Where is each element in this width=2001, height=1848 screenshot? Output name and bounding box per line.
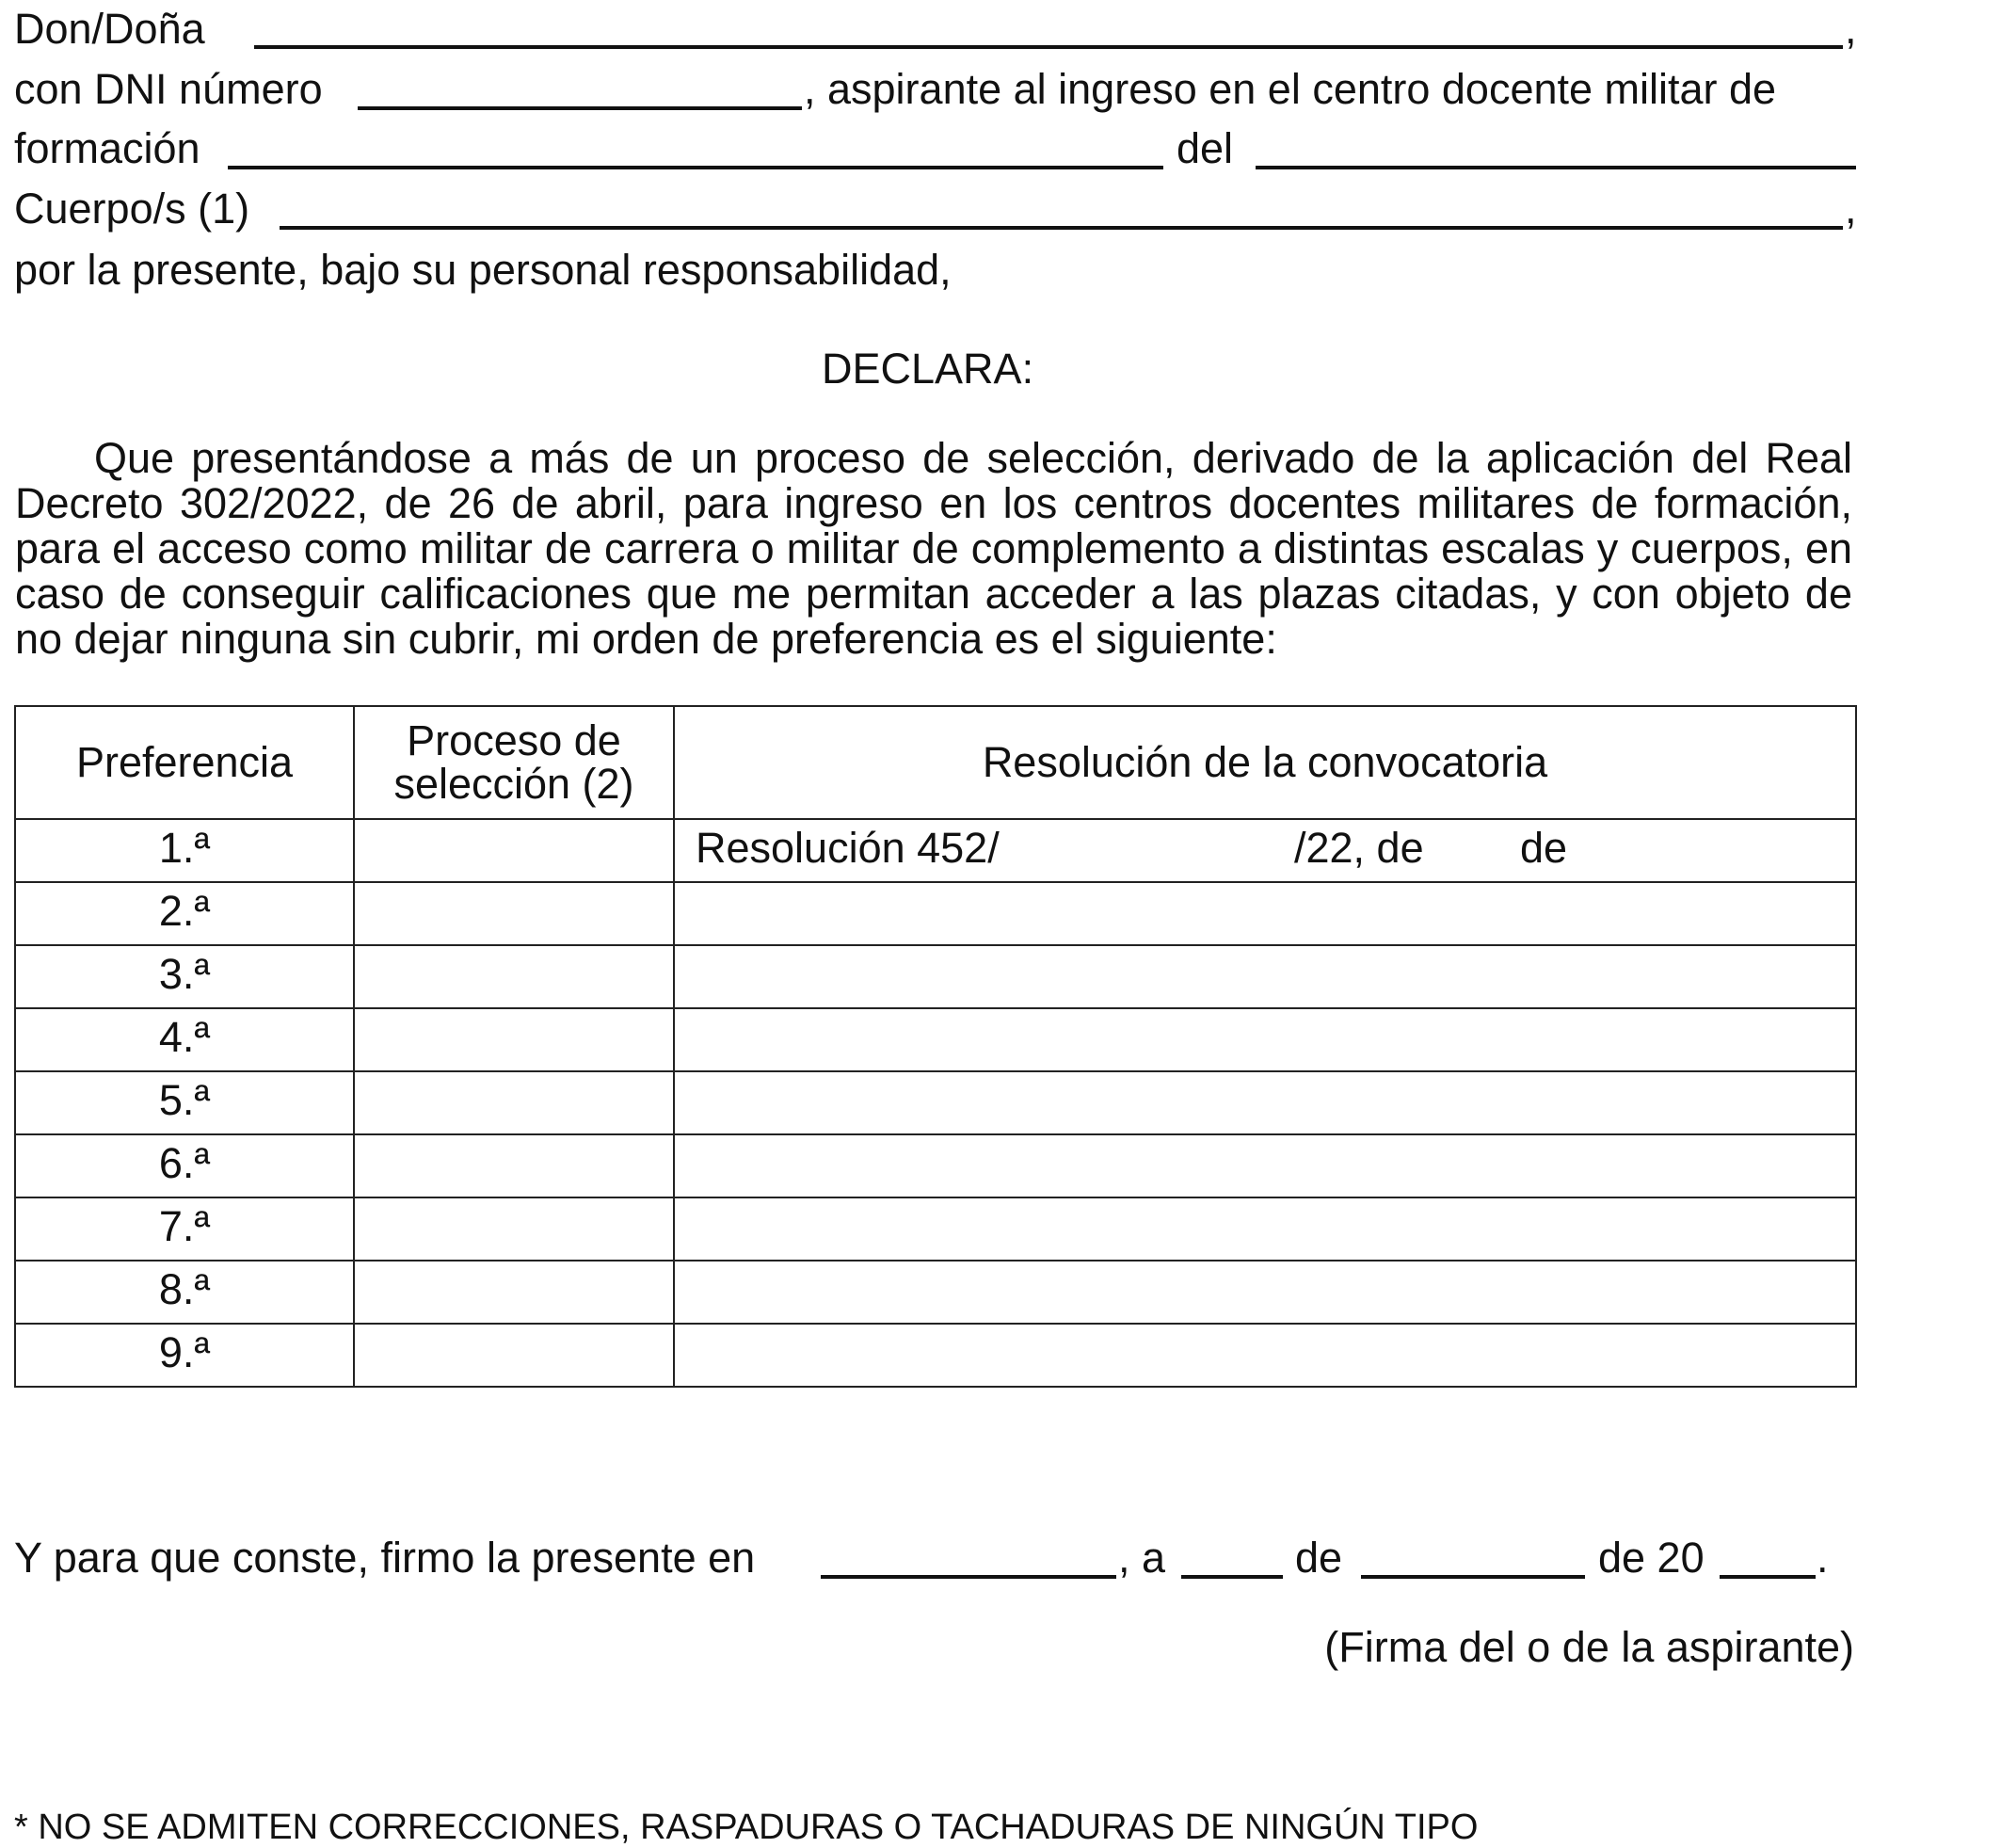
pref-number: 6.ª: [15, 1134, 354, 1197]
declara-heading: DECLARA:: [822, 345, 1034, 393]
signature-label: (Firma del o de la aspirante): [1324, 1623, 1854, 1671]
table-row: [15, 1134, 1856, 1197]
pref-number: 4.ª: [15, 1008, 354, 1071]
proceso-cell[interactable]: [354, 945, 674, 1008]
proceso-cell[interactable]: [354, 882, 674, 945]
proceso-cell[interactable]: [354, 1134, 674, 1197]
proceso-cell[interactable]: [354, 1261, 674, 1324]
formacion-label: formación: [14, 124, 200, 172]
aspirante-text: , aspirante al ingreso en el centro docente militar de: [804, 65, 1777, 113]
proceso-cell[interactable]: [354, 819, 674, 882]
name-field[interactable]: [254, 45, 1843, 49]
proceso-cell[interactable]: [354, 1324, 674, 1387]
header-resolucion: Resolución de la convocatoria: [674, 706, 1856, 819]
resolucion-cell[interactable]: [674, 1197, 1856, 1261]
table-row: [15, 882, 1856, 945]
header-preferencia: Preferencia: [15, 706, 354, 819]
dni-field[interactable]: [358, 106, 802, 110]
name-comma: ,: [1845, 5, 1857, 53]
resolucion-year: /22, de: [1294, 824, 1424, 872]
proceso-cell[interactable]: [354, 1197, 674, 1261]
resolucion-cell[interactable]: [674, 819, 1856, 882]
dni-label: con DNI número: [14, 65, 323, 113]
cuerpos-label: Cuerpo/s (1): [14, 185, 250, 233]
resolucion-cell[interactable]: [674, 1071, 1856, 1134]
mes-field[interactable]: [1361, 1575, 1585, 1579]
presente-text: por la presente, bajo su personal responsabilidad,: [14, 246, 952, 294]
a-text: , a: [1118, 1534, 1166, 1582]
dia-field[interactable]: [1181, 1575, 1283, 1579]
resolucion-month: de: [1520, 824, 1568, 872]
resolucion-cell[interactable]: [674, 945, 1856, 1008]
ejercito-field[interactable]: [1256, 166, 1856, 169]
table-row: [15, 819, 1856, 882]
pref-number: 7.ª: [15, 1197, 354, 1261]
de-text: de: [1295, 1534, 1343, 1582]
table-row: [15, 1008, 1856, 1071]
table-row: [15, 1197, 1856, 1261]
donna-label: Don/Doña: [14, 5, 205, 53]
pref-number: 9.ª: [15, 1324, 354, 1387]
table-row: [15, 1261, 1856, 1324]
pref-number: 3.ª: [15, 945, 354, 1008]
resolucion-prefix: Resolución 452/: [696, 824, 1000, 872]
del-label: del: [1177, 124, 1234, 172]
proceso-cell[interactable]: [354, 1071, 674, 1134]
resolucion-cell[interactable]: [674, 1324, 1856, 1387]
header-proceso-text: Proceso de selección (2): [393, 716, 634, 808]
table-row: [15, 1071, 1856, 1134]
cuerpos-comma: ,: [1845, 185, 1857, 233]
lugar-field[interactable]: [821, 1575, 1116, 1579]
footnote: * NO SE ADMITEN CORRECCIONES, RASPADURAS O TACHADURAS DE NINGÚN TIPO: [14, 1808, 1479, 1847]
pref-number: 8.ª: [15, 1261, 354, 1324]
centro-field[interactable]: [228, 166, 1163, 169]
resolucion-cell[interactable]: [674, 1261, 1856, 1324]
pref-number: 2.ª: [15, 882, 354, 945]
anio-field[interactable]: [1720, 1575, 1816, 1579]
resolucion-cell[interactable]: [674, 882, 1856, 945]
pref-number: 1.ª: [15, 819, 354, 882]
resolucion-cell[interactable]: [674, 1134, 1856, 1197]
cuerpos-field[interactable]: [280, 226, 1843, 230]
pref-number: 5.ª: [15, 1071, 354, 1134]
preference-table: [14, 705, 1857, 1388]
table-row: [15, 945, 1856, 1008]
proceso-cell[interactable]: [354, 1008, 674, 1071]
header-proceso: [354, 706, 674, 819]
table-row: [15, 1324, 1856, 1387]
declaration-paragraph: Que presentándose a más de un proceso de selección, derivado de la aplicación del Real Decreto 302/2022, de 26 de abril, para ingreso en los centros docentes militares de formación, para el acceso como militar de carrera o militar de complemento a distintas escalas y cuerpos, en caso de conseguir calificaciones que me permitan acceder a las plazas citadas, y con objeto de no dejar ninguna sin cubrir, mi orden de preferencia es el siguiente:: [15, 434, 1852, 663]
table-header-row: [15, 706, 1856, 819]
resolucion-cell[interactable]: [674, 1008, 1856, 1071]
de20-text: de 20: [1598, 1534, 1705, 1582]
conste-text: Y para que conste, firmo la presente en: [14, 1534, 756, 1582]
final-period: .: [1817, 1534, 1829, 1582]
